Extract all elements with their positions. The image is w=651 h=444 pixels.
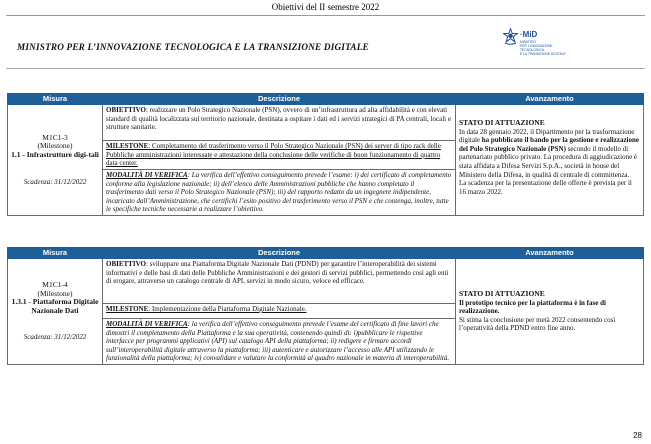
col-header-description: Descrizione: [103, 248, 456, 259]
status-label: STATO DI ATTUAZIONE: [459, 289, 545, 298]
measure-cell: [8, 259, 103, 365]
measure-code: M1C1-3: [42, 132, 68, 142]
measure-title: 1.1 - Infrastrutture digi-tali: [11, 149, 99, 159]
milestone-text: : Implementazione della Piattaforma Digitale Nazionale.: [148, 305, 307, 313]
objective-text: : sviluppare una Piattaforma Digitale Nazionale Dati (PDND) per garantire l’interoperabilità dei sistemi informativi e delle basi di dati delle Pubbliche Amministrazioni e dei gestori di servizi pubblici, permettendo così agli enti di erogare, attraverso un catalogo centrale di API, servizi in modo sicuro, veloce ed efficace.: [106, 260, 449, 286]
verification-text: : La verifica dell’effettivo conseguimento prevede l’esame: i) dei certificato di completamento conforme alla legislazione nazionale; ii) dell’elenco delle Amministrazioni pubbliche che hanno completato il trasferimento dati verso il Polo Strategico Nazionale (PSN); iii) del rapporto redatto da un ingegnere indipendente, incaricato dall’Amministrazione, che certifichi l’esito positivo del trasferimento verso il PSN e che contenga, inoltre, tutte le specifiche tecniche necessarie a realizzare l’obiettivo.: [106, 171, 452, 214]
verification-cell: [103, 319, 456, 365]
measure-code: M1C1-4: [42, 280, 68, 289]
logo-text: ·MiD: [520, 30, 538, 39]
measure-title: 1.3.1 - Piattaforma Digitale Nazionale Dati: [11, 297, 99, 315]
measure-kind: (Milestone): [37, 141, 73, 151]
objective-text: : realizzare un Polo Strategico Nazionale (PSN), ovvero di un’infrastruttura ad alta affidabilità e con elevati standard di qualità localizzata sul territorio nazionale, destinata a ospitare i dati ed i servizi strategici di PA centrali, locali e strutture sanitarie.: [106, 106, 451, 132]
milestone-cell: [103, 304, 456, 319]
status-deadline-note: La scadenza per la presentazione delle offerte è prevista per il 16 marzo 2022.: [459, 179, 632, 196]
verification-cell: [103, 170, 456, 216]
status-cell: [456, 259, 644, 365]
table-header-row: [8, 248, 644, 259]
objective-cell: [103, 105, 456, 141]
verification-text: : la verifica dell’effettivo conseguimento prevede l’esame del certificato di fine lavori che dimostri il completamento della Piattaforma e la sua operatività, contenendo quindi di: i)pubblicare le rispettive interfacce per programmi applicativi (API) sul catalogo API della piattaforma; ii) redigere e firmare accordi sull’interoperabilità digitale attraverso la piattaforma; iii) autenticare e autorizzare l’accesso alle API utilizzando le funzionalità della piattaforma; iv) convalidare e valutare la conformità al quadro nazionale in materia di interoperabilità.: [106, 320, 450, 363]
col-header-measure: Misura: [8, 248, 103, 259]
col-header-progress: Avanzamento: [456, 248, 644, 259]
table-header-row: [8, 94, 644, 105]
verification-label: MODALITÀ DI VERIFICA: [106, 320, 188, 328]
measure-deadline: Scadenza: 31/12/2022: [23, 333, 87, 342]
ministry-title: MINISTRO PER L’INNOVAZIONE TECNOLOGICA E LA TRANSIZIONE DIGITALE: [17, 42, 369, 52]
measure-deadline: Scadenza: 31/12/2022: [23, 177, 87, 186]
page-header: Obiettivi del II semestre 2022: [271, 2, 380, 12]
objective-label: OBIETTIVO: [106, 106, 146, 114]
measure-cell: [8, 105, 103, 216]
measure-kind: (Milestone): [37, 288, 73, 298]
col-header-measure: Misura: [8, 94, 103, 105]
milestone-cell: [103, 141, 456, 170]
status-label: STATO DI ATTUAZIONE: [459, 118, 545, 127]
page-number: 28: [633, 431, 642, 440]
table-row: [8, 105, 644, 141]
milestone-label: MILESTONE: [106, 305, 149, 313]
milestone-label: MILESTONE: [106, 142, 149, 150]
header-divider: [6, 15, 645, 16]
mid-logo: [503, 28, 573, 70]
objective-label: OBIETTIVO: [106, 260, 146, 268]
status-paragraph: Il prototipo tecnico per la piattaforma è in fase di realizzazione.: [459, 298, 606, 316]
measure-table-1: [7, 93, 644, 216]
col-header-progress: Avanzamento: [456, 94, 644, 105]
status-cell: [456, 105, 644, 216]
status-estimate-note: Si stima la conclusione per metà 2022 consentendo così l’operatività della PDND entro fine anno.: [459, 315, 616, 333]
col-header-description: Descrizione: [103, 94, 456, 105]
section-divider: [6, 68, 645, 69]
italy-emblem-icon: [503, 28, 518, 45]
status-paragraph: In data 28 gennaio 2022, il Dipartimento per la trasformazione digitale ha pubblicato il bando per la gestione e realizzazione del Polo Strategico Nazionale (PSN) secondo il modello di partenariato pubblico privato. La procedura di aggiudicazione è stata affidata a Difesa Servizi S.p.A., società in house del Ministero della Difesa, in qualità di centrale di committenza.: [459, 127, 639, 179]
milestone-text: : Completamento del trasferimento verso il Polo Strategico Nazionale (PSN) dei server di tipo rack delle Pubbliche amministrazioni interessate e attestazione della conclusione delle verifiche di buon funzionamento di quattro data center.: [106, 142, 441, 168]
measure-table-2: [7, 247, 644, 365]
table-row: [8, 259, 644, 304]
logo-subtitle: MINISTRO PER L'INNOVAZIONE TECNOLOGICA E LA TRANSIZIONE DIGITALE: [520, 40, 566, 56]
objective-cell: [103, 259, 456, 304]
verification-label: MODALITÀ DI VERIFICA: [106, 171, 188, 179]
